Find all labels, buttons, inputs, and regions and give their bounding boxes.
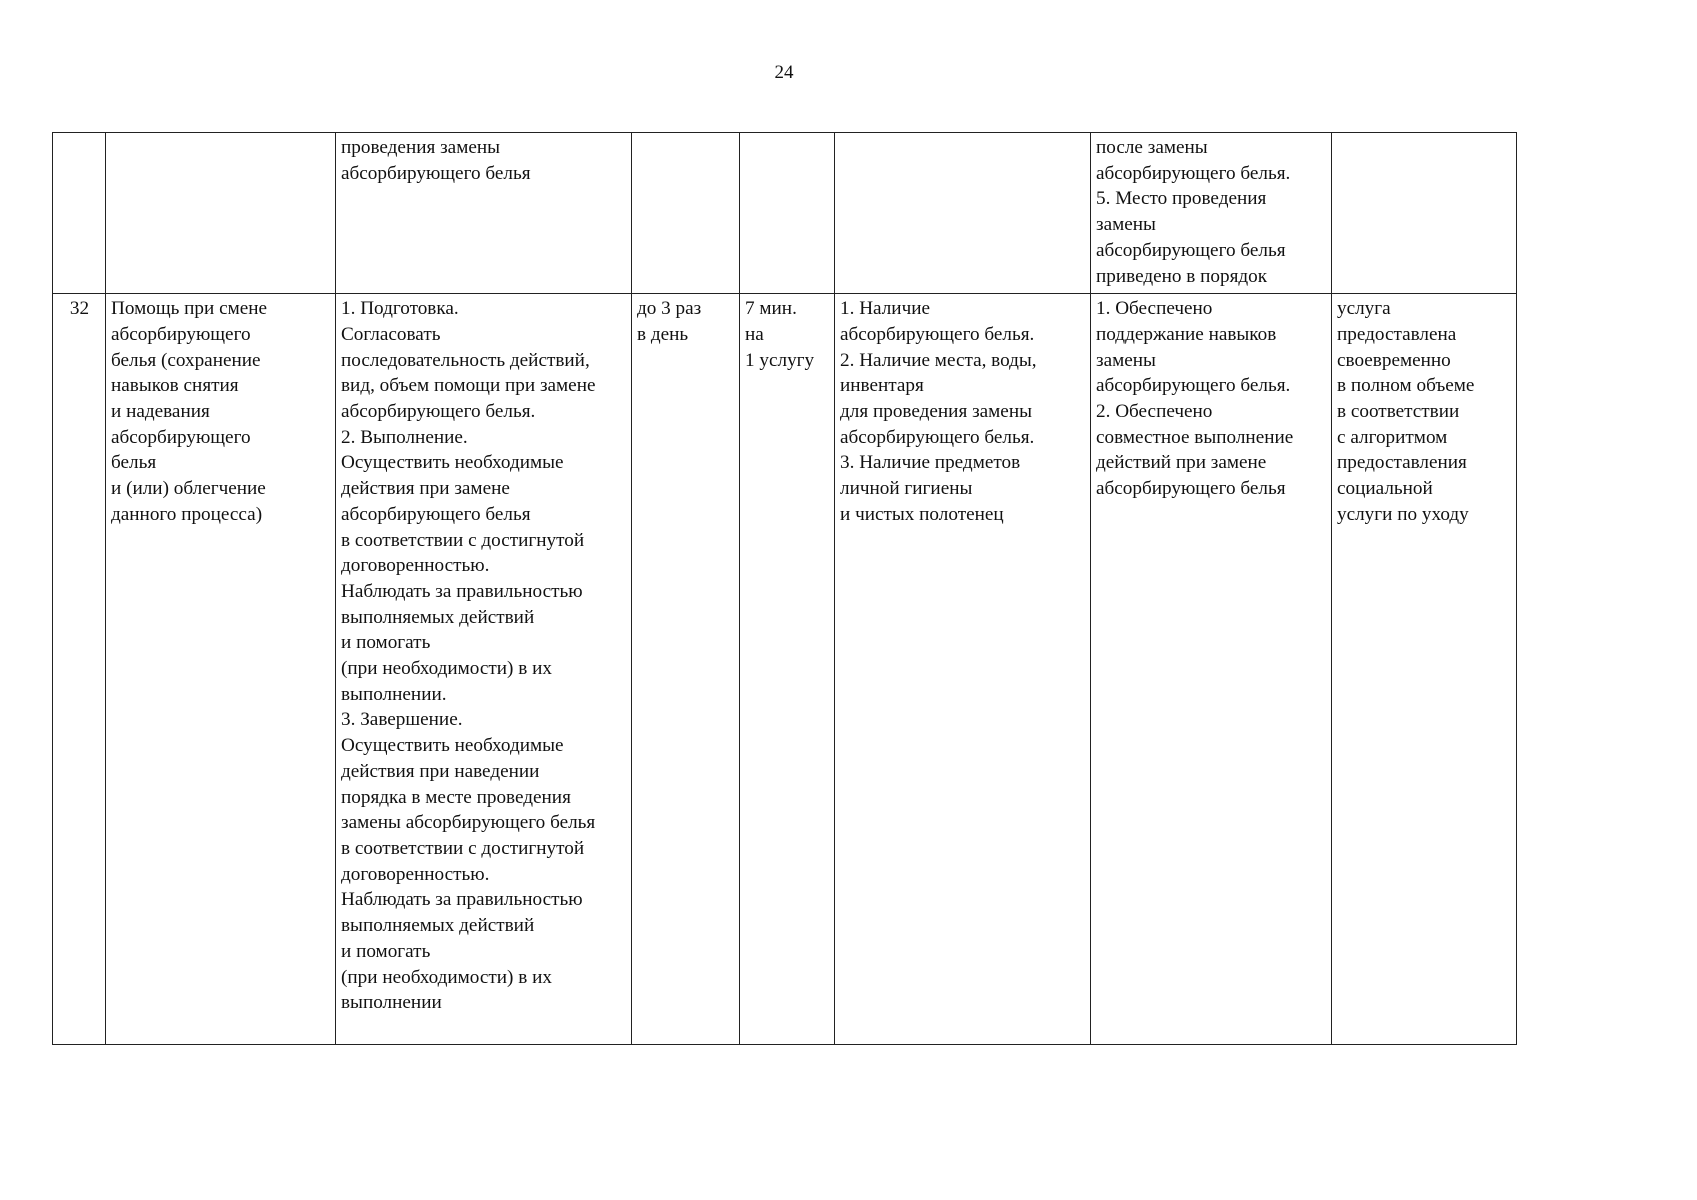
cell-quality-indicators: 1. Обеспечено поддержание навыков замены абсорбирующего белья. 2. Обеспечено совместное выполнение действий при замене абсорбирующего белья <box>1091 294 1332 1045</box>
cell-service-name <box>106 133 336 294</box>
services-table <box>52 132 1517 1045</box>
cell-service-name: Помощь при смене абсорбирующего белья (сохранение навыков снятия и надевания абсорбирующего белья и (или) облегчение данного процесса) <box>106 294 336 1045</box>
cell-quality-indicators: после замены абсорбирующего белья. 5. Место проведения замены абсорбирующего белья приведено в порядок <box>1091 133 1332 294</box>
table-row-continuation <box>53 133 1517 294</box>
cell-conditions <box>835 133 1091 294</box>
cell-duration: 7 мин. на 1 услугу <box>740 294 835 1045</box>
cell-duration <box>740 133 835 294</box>
cell-conditions: 1. Наличие абсорбирующего белья. 2. Наличие места, воды, инвентаря для проведения замены абсорбирующего белья. 3. Наличие предметов личной гигиены и чистых полотенец <box>835 294 1091 1045</box>
cell-evaluation <box>1332 133 1517 294</box>
cell-frequency <box>632 133 740 294</box>
cell-evaluation: услуга предоставлена своевременно в полном объеме в соответствии с алгоритмом предоставления социальной услуги по уходу <box>1332 294 1517 1045</box>
cell-frequency: до 3 раз в день <box>632 294 740 1045</box>
cell-number <box>53 133 106 294</box>
cell-service-description: проведения замены абсорбирующего белья <box>336 133 632 294</box>
cell-number: 32 <box>53 294 106 1045</box>
table-row-32 <box>53 294 1517 1045</box>
page-number: 24 <box>774 62 794 83</box>
cell-service-description: 1. Подготовка. Согласовать последовательность действий, вид, объем помощи при замене абсорбирующего белья. 2. Выполнение. Осуществить необходимые действия при замене абсорбирующего белья в соответствии с достигнутой договоренностью. Наблюдать за правильностью выполняемых действий и помогать (при необходимости) в их выполнении. 3. Завершение. Осуществить необходимые действия при наведении порядка в месте проведения замены абсорбирующего белья в соответствии с достигнутой договоренностью. Наблюдать за правильностью выполняемых действий и помогать (при необходимости) в их выполнении <box>336 294 632 1045</box>
